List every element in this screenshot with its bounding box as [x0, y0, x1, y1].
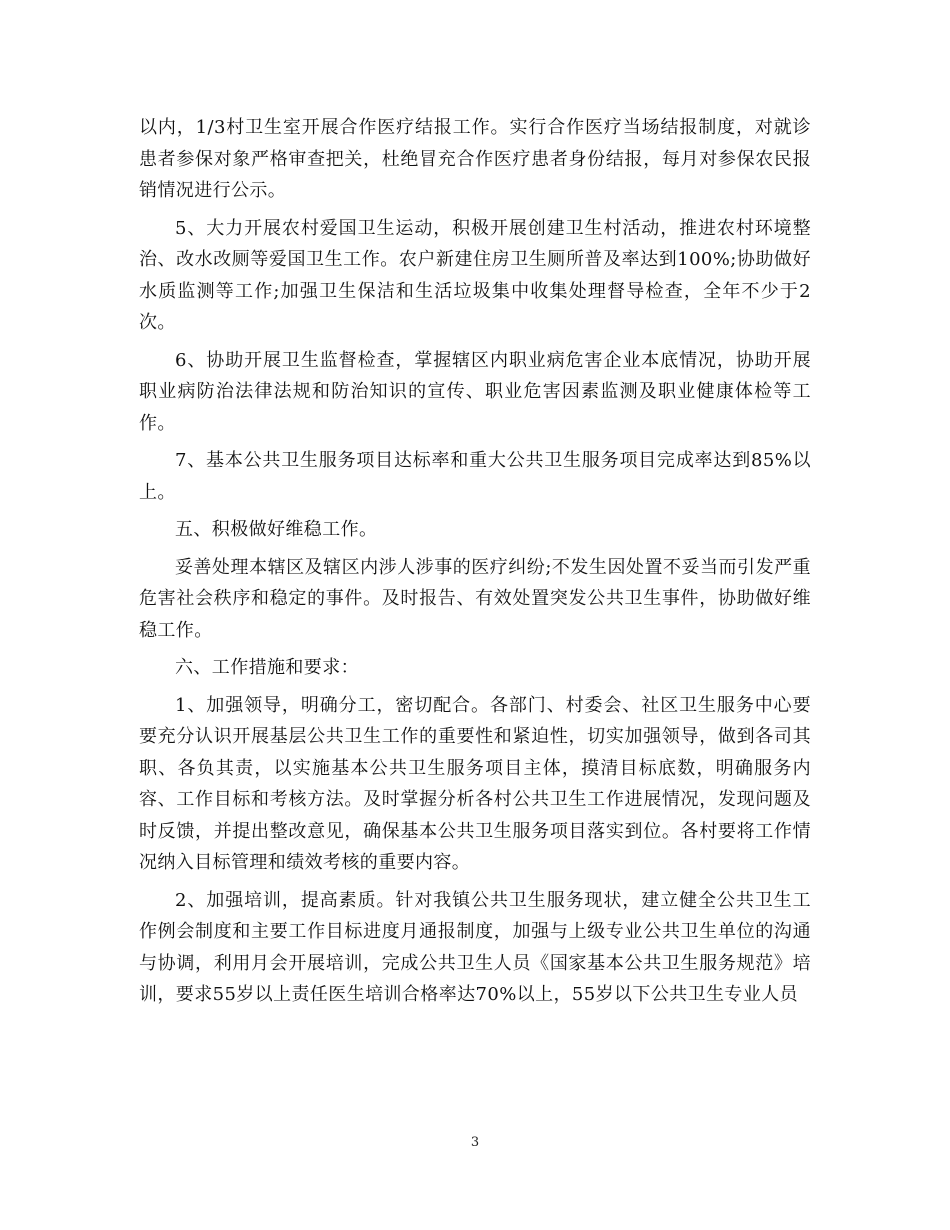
paragraph: 7、基本公共卫生服务项目达标率和重大公共卫生服务项目完成率达到85%以上。 [139, 450, 811, 503]
paragraph: 2、加强培训，提高素质。针对我镇公共卫生服务现状，建立健全公共卫生工作例会制度和主要工作目标进度月通报制度，加强与上级专业公共卫生单位的沟通与协调，利用月会开展培训，完成公共卫生人员《国家基本公共卫生服务规范》培训，要求55岁以上责任医生培训合格率达70%以上，55岁以下公共卫生专业人员 [139, 889, 811, 1005]
paragraph: 1、加强领导，明确分工，密切配合。各部门、村委会、社区卫生服务中心要要充分认识开展基层公共卫生工作的重要性和紧迫性，切实加强领导，做到各司其职、各负其责，以实施基本公共卫生服务项目主体，摸清目标底数，明确服务内容、工作目标和考核方法。及时掌握分析各村公共卫生工作进展情况，发现问题及时反馈，并提出整改意见，确保基本公共卫生服务项目落实到位。各村要将工作情况纳入目标管理和绩效考核的重要内容。 [139, 694, 811, 873]
page-number: 3 [470, 1135, 480, 1150]
document-body [139, 112, 811, 1017]
paragraph: 以内，1/3村卫生室开展合作医疗结报工作。实行合作医疗当场结报制度，对就诊患者参保对象严格审查把关，杜绝冒充合作医疗患者身份结报，每月对参保农民报销情况进行公示。 [139, 117, 811, 201]
paragraph: 5、大力开展农村爱国卫生运动，积极开展创建卫生村活动，推进农村环境整治、改水改厕等爱国卫生工作。农户新建住房卫生厕所普及率达到100%;协助做好水质监测等工作;加强卫生保洁和生活垃圾集中收集处理督导检查，全年不少于2次。 [139, 217, 811, 333]
section-heading: 五、积极做好维稳工作。 [175, 519, 378, 540]
paragraph: 6、协助开展卫生监督检查，掌握辖区内职业病危害企业本底情况，协助开展职业病防治法律法规和防治知识的宣传、职业危害因素监测及职业健康体检等工作。 [139, 349, 811, 434]
section-heading: 六、工作措施和要求： [175, 657, 359, 678]
paragraph: 妥善处理本辖区及辖区内涉人涉事的医疗纠纷;不发生因处置不妥当而引发严重危害社会秩序和稳定的事件。及时报告、有效处置突发公共卫生事件，协助做好维稳工作。 [139, 556, 811, 641]
